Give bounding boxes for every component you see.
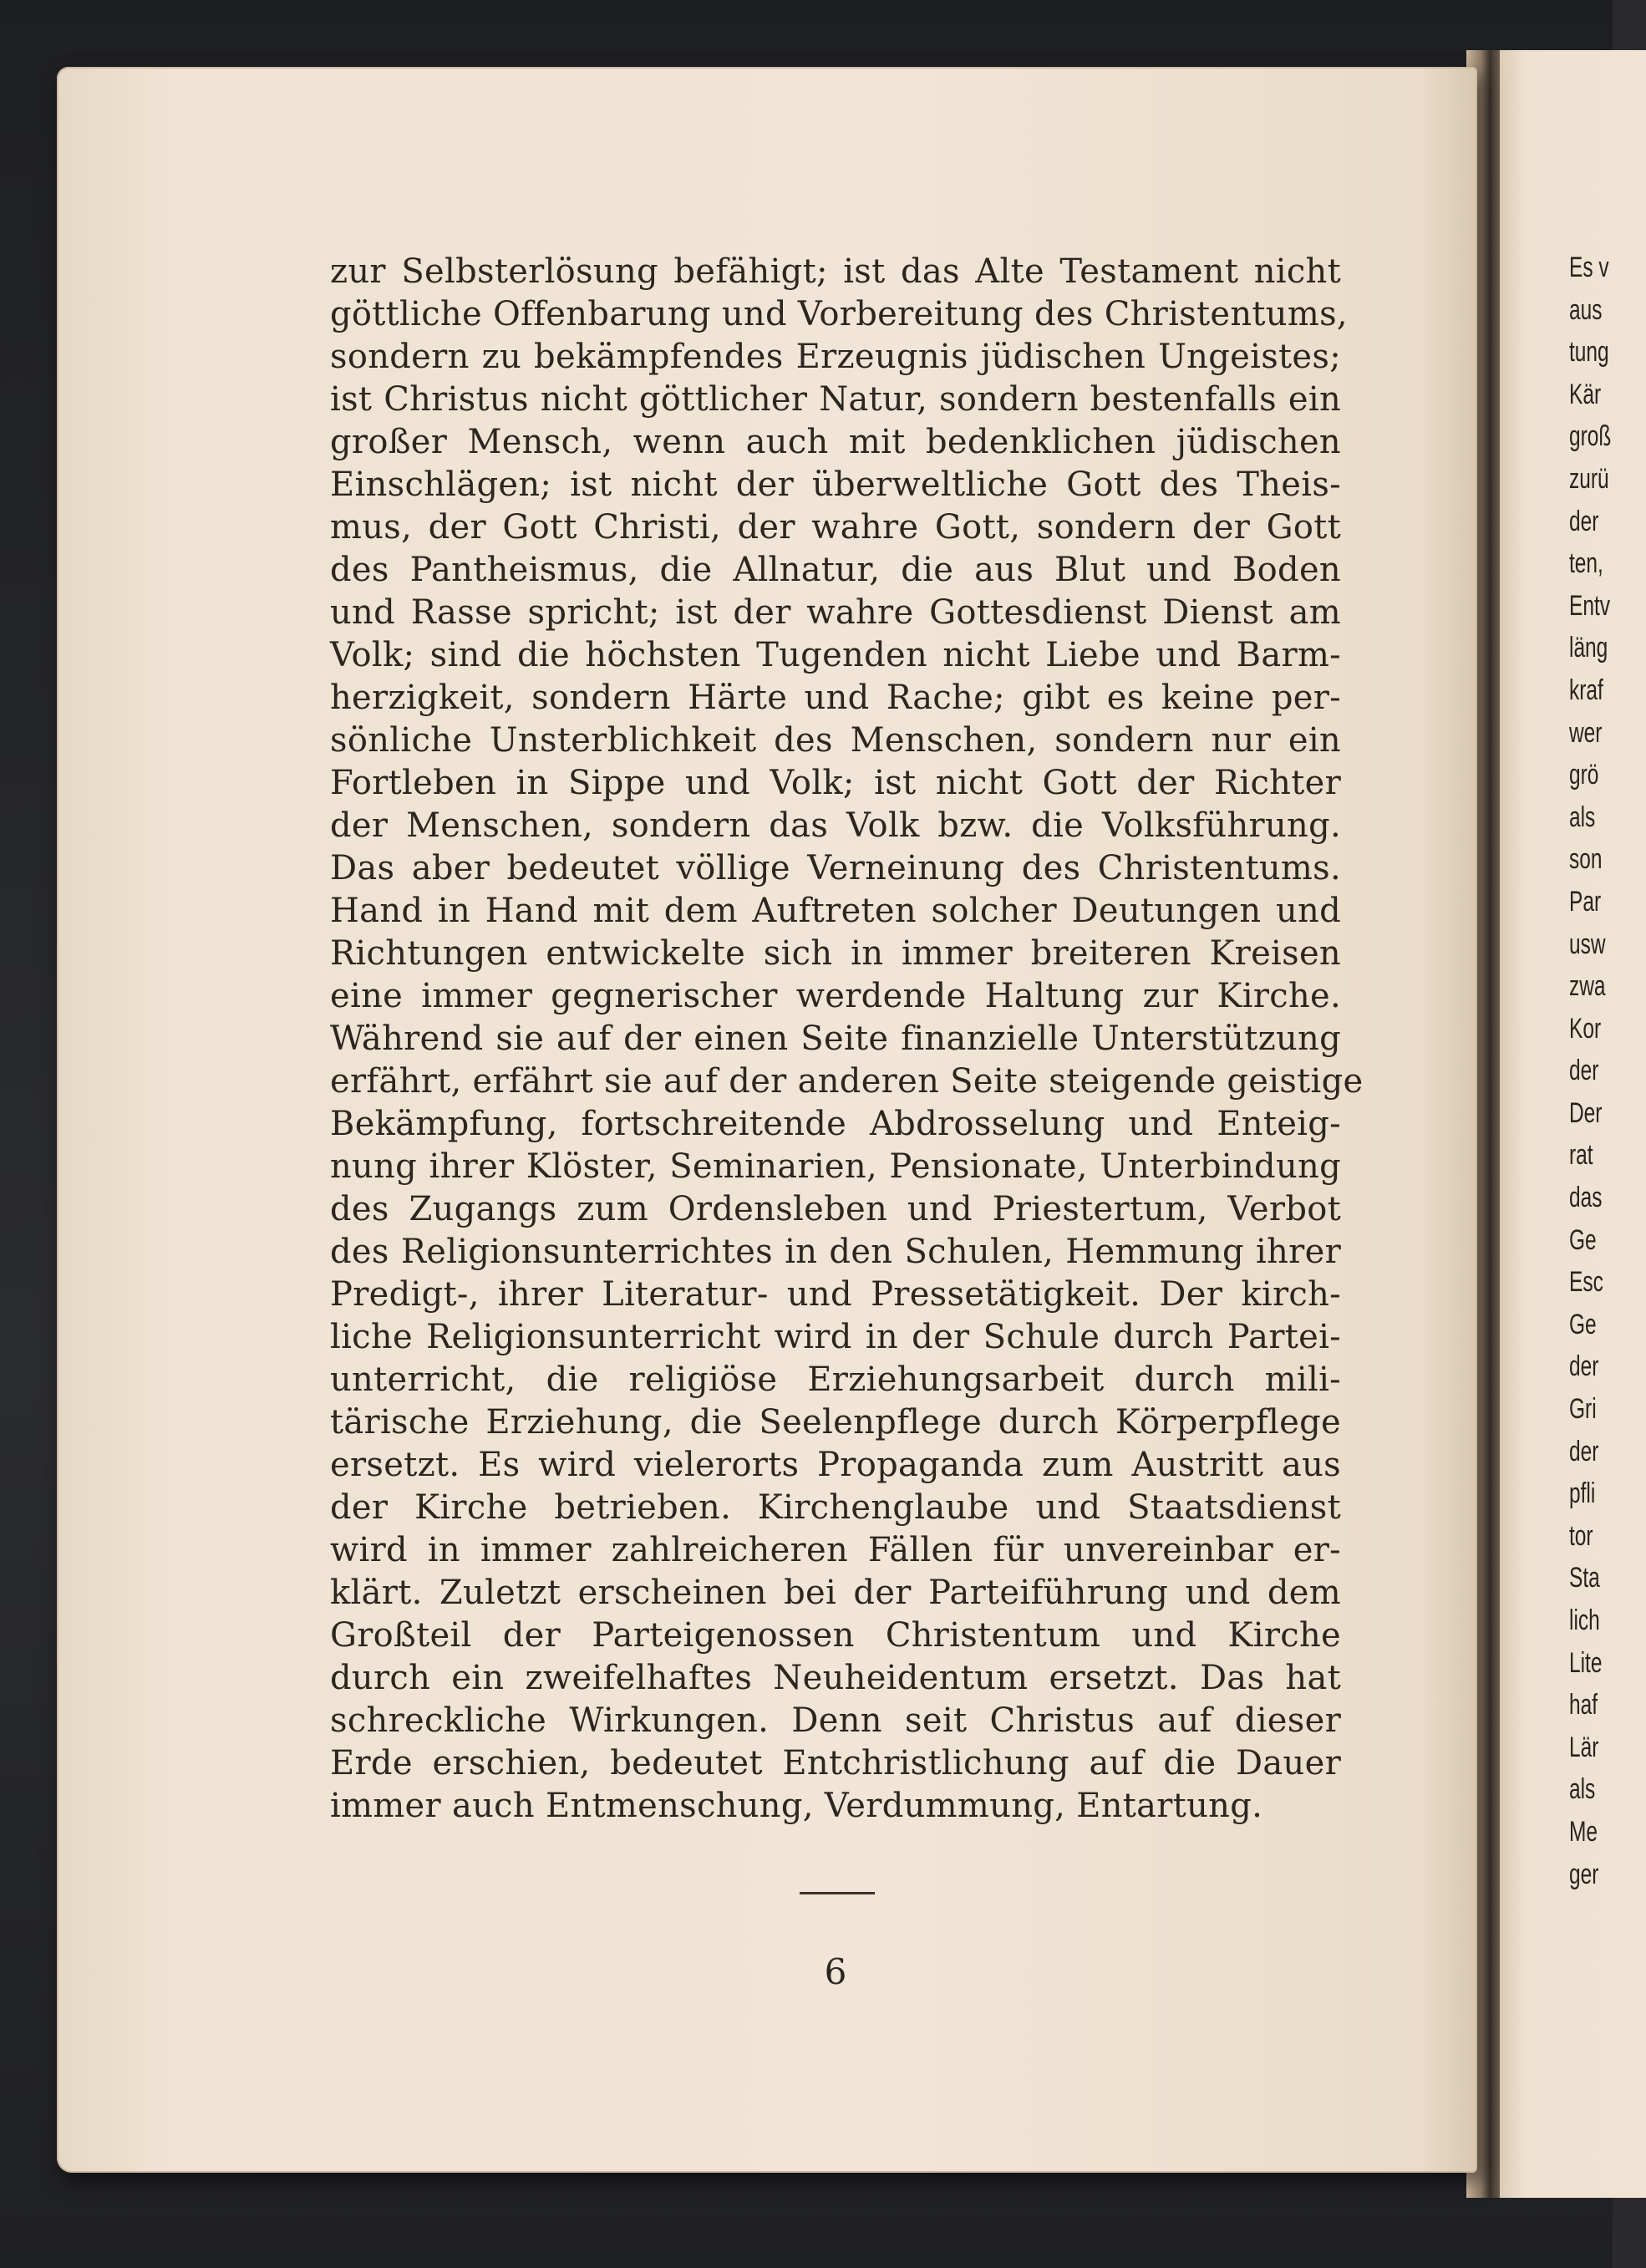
- facing-text-fragment: haf: [1569, 1689, 1598, 1721]
- facing-text-fragment: Sta: [1569, 1562, 1600, 1594]
- facing-text-fragment: son: [1569, 843, 1603, 876]
- text-line: durch ein zweifelhaftes Neuheidentum ersetzt. Das hat: [330, 1659, 1341, 1697]
- text-line: tärische Erziehung, die Seelenpflege durch Körperpflege: [330, 1403, 1341, 1442]
- facing-text-fragment: grö: [1569, 759, 1599, 791]
- text-line: Bekämpfung, fortschreitende Abdrosselung und Enteig-: [330, 1105, 1341, 1143]
- text-line: Volk; sind die höchsten Tugenden nicht Liebe und Barm-: [330, 636, 1341, 674]
- facing-text-fragment: aus: [1569, 293, 1603, 326]
- text-line: Das aber bedeutet völlige Verneinung des Christentums.: [330, 849, 1341, 887]
- text-line: des Pantheismus, die Allnatur, die aus Blut und Boden: [330, 551, 1341, 589]
- footer-rule: [800, 1892, 875, 1894]
- body-text: [330, 251, 1364, 1828]
- facing-text-fragment: Der: [1569, 1096, 1603, 1129]
- facing-text-fragment: ten,: [1569, 547, 1603, 580]
- text-line: Hand in Hand mit dem Auftreten solcher Deutungen und: [330, 892, 1341, 930]
- text-line: zur Selbsterlösung befähigt; ist das Alte Testament nicht: [330, 252, 1341, 291]
- text-line: des Religionsunterrichtes in den Schulen, Hemmung ihrer: [330, 1233, 1341, 1271]
- text-line: der Menschen, sondern das Volk bzw. die Volksführung.: [330, 806, 1341, 845]
- facing-text-fragment: ger: [1569, 1858, 1599, 1890]
- facing-text-fragment: wer: [1569, 716, 1603, 749]
- text-line: göttliche Offenbarung und Vorbereitung des Christentums,: [330, 295, 1348, 333]
- text-line: des Zugangs zum Ordensleben und Priestertum, Verbot: [330, 1190, 1341, 1228]
- facing-text-fragment: Ge: [1569, 1308, 1597, 1340]
- facing-text-fragment: Kor: [1569, 1012, 1602, 1045]
- text-line: sönliche Unsterblichkeit des Menschen, sondern nur ein: [330, 721, 1341, 760]
- text-line: unterricht, die religiöse Erziehungsarbeit durch mili-: [330, 1360, 1341, 1399]
- facing-text-fragment: Par: [1569, 885, 1602, 918]
- text-line: liche Religionsunterricht wird in der Schule durch Partei-: [330, 1318, 1341, 1356]
- text-line: ersetzt. Es wird vielerorts Propaganda zum Austritt aus: [330, 1446, 1341, 1484]
- facing-text-fragment: lich: [1569, 1604, 1600, 1636]
- facing-text-fragment: der: [1569, 1350, 1599, 1383]
- facing-text-fragment: Kär: [1569, 378, 1602, 410]
- facing-text-fragment: als: [1569, 1773, 1596, 1806]
- facing-text-fragment: tor: [1569, 1519, 1593, 1552]
- text-line: immer auch Entmenschung, Verdummung, Entartung.: [330, 1787, 1263, 1825]
- text-line: herzigkeit, sondern Härte und Rache; gibt es keine per-: [330, 679, 1341, 717]
- facing-text-fragment: kraf: [1569, 674, 1603, 706]
- facing-text-fragment: Es v: [1569, 252, 1609, 283]
- text-line: Erde erschien, bedeutet Entchristlichung auf die Dauer: [330, 1744, 1341, 1782]
- text-line: Während sie auf der einen Seite finanzielle Unterstützung: [330, 1020, 1341, 1058]
- facing-text-fragment: usw: [1569, 928, 1606, 960]
- facing-text-fragment: Lite: [1569, 1646, 1603, 1679]
- text-line: schreckliche Wirkungen. Denn seit Christus auf dieser: [330, 1701, 1341, 1740]
- facing-text-fragment: zurü: [1569, 462, 1609, 495]
- page-number: 6: [824, 1951, 847, 1992]
- facing-text-fragment: zwa: [1569, 970, 1606, 1003]
- text-line: Einschlägen; ist nicht der überweltliche Gott des Theis-: [330, 465, 1341, 504]
- facing-text-fragment: der: [1569, 1435, 1599, 1467]
- text-line: eine immer gegnerischer werdende Haltung zur Kirche.: [330, 977, 1341, 1015]
- text-line: und Rasse spricht; ist der wahre Gottesdienst Dienst am: [330, 593, 1341, 632]
- text-line: erfährt, erfährt sie auf der anderen Seite steigende geistige: [330, 1062, 1364, 1101]
- facing-text-fragment: rat: [1569, 1139, 1593, 1172]
- text-line: nung ihrer Klöster, Seminarien, Pensionate, Unterbindung: [330, 1147, 1341, 1186]
- text-line: Predigt-, ihrer Literatur- und Pressetätigkeit. Der kirch-: [330, 1275, 1341, 1314]
- text-line: der Kirche betrieben. Kirchenglaube und Staatsdienst: [330, 1488, 1341, 1527]
- text-line: sondern zu bekämpfendes Erzeugnis jüdischen Ungeistes;: [330, 338, 1341, 376]
- facing-text-fragment: Entv: [1569, 589, 1610, 622]
- facing-text-fragment: Ge: [1569, 1223, 1597, 1256]
- text-line: klärt. Zuletzt erscheinen bei der Parteiführung und dem: [330, 1574, 1341, 1612]
- facing-text-fragment: Gri: [1569, 1393, 1597, 1426]
- text-line: wird in immer zahlreicheren Fällen für unvereinbar er-: [330, 1531, 1341, 1569]
- facing-text-fragment: Me: [1569, 1815, 1598, 1848]
- facing-text-fragment: Lär: [1569, 1731, 1599, 1763]
- facing-text-fragment: Esc: [1569, 1266, 1603, 1299]
- text-line: Großteil der Parteigenossen Christentum und Kirche: [330, 1616, 1341, 1655]
- facing-text-fragment: läng: [1569, 632, 1608, 664]
- facing-text-fragment: das: [1569, 1182, 1603, 1214]
- facing-page-text-fragments: [1569, 247, 1612, 1895]
- facing-text-fragment: der: [1569, 505, 1599, 537]
- facing-text-fragment: der: [1569, 1055, 1599, 1087]
- facing-text-fragment: als: [1569, 801, 1596, 833]
- facing-text-fragment: pfli: [1569, 1477, 1596, 1510]
- text-line: Fortleben in Sippe und Volk; ist nicht Gott der Richter: [330, 764, 1341, 802]
- text-line: Richtungen entwickelte sich in immer breiteren Kreisen: [330, 934, 1341, 973]
- facing-text-fragment: groß: [1569, 420, 1612, 453]
- text-line: mus, der Gott Christi, der wahre Gott, sondern der Gott: [330, 508, 1341, 547]
- text-line: ist Christus nicht göttlicher Natur, sondern bestenfalls ein: [330, 380, 1341, 419]
- text-line: großer Mensch, wenn auch mit bedenklichen jüdischen: [330, 423, 1341, 461]
- facing-text-fragment: tung: [1569, 336, 1609, 369]
